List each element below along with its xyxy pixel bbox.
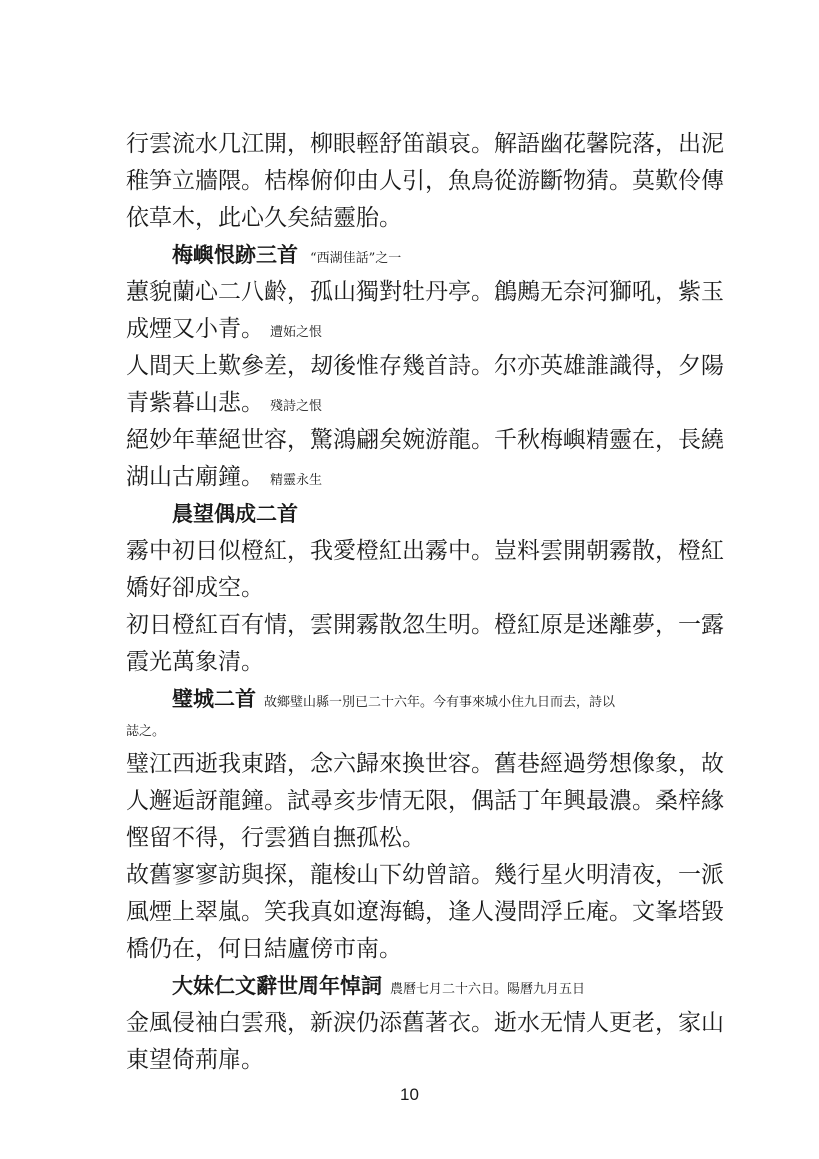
- text-line: 蕙貌蘭心二八齡，孤山獨對牡丹亭。鶬鶊无奈河獅吼，紫玉: [126, 279, 724, 305]
- verse-text: 青紫暮山悲。: [126, 390, 264, 416]
- text-line: 金風侵袖白雲飛，新淚仍添舊著衣。逝水无情人更老，家山: [126, 1010, 724, 1036]
- text-line: 東望倚荊扉。: [126, 1047, 264, 1073]
- text-line: 霧中初日似橙紅，我愛橙紅出霧中。豈料雲開朝霧散，橙紅: [126, 538, 724, 564]
- poem-subtitle: 故鄉璧山縣一別已二十六年。今有事來城小住九日而去，詩以: [264, 695, 616, 710]
- text-line: [126, 311, 726, 348]
- poem-subtitle: 農曆七月二十六日。陽曆九月五日: [390, 982, 586, 997]
- text-line: 霞光萬象清。: [126, 649, 264, 675]
- page-number: 10: [400, 1085, 419, 1104]
- text-line: [126, 459, 726, 496]
- verse-note: 遭妬之恨: [270, 325, 323, 340]
- text-line: 風煙上翠嵐。笑我真如遼海鶴，逢人漫問浮丘庵。文峯塔毀: [126, 899, 724, 925]
- text-line: 故舊寥寥訪與探，龍梭山下幼曾諳。幾行星火明清夜，一派: [126, 862, 724, 888]
- poem-heading: [126, 237, 726, 274]
- poem-subtitle: “西湖佳話”之一: [310, 251, 402, 266]
- text-line: 依草木，此心久矣結靈胎。: [126, 205, 402, 231]
- poem-title: 大妹仁文辭世周年悼詞: [172, 974, 382, 998]
- poem-heading: [126, 681, 726, 718]
- verse-note: 精靈永生: [270, 473, 323, 488]
- poem-title: 晨望偶成二首: [172, 502, 298, 526]
- text-line: [126, 385, 726, 422]
- text-line: 璧江西逝我東踏，念六歸來換世容。舊巷經過勞想像象，故: [126, 751, 724, 777]
- text-line: 嬌好卻成空。: [126, 575, 264, 601]
- poem-subtitle-continued: 誌之。: [126, 724, 166, 739]
- text-line: 行雲流水几江開，柳眼輕舒笛韻哀。解語幽花馨院落，出泥: [126, 131, 724, 157]
- text-line: 橋仍在，何日結廬傍市南。: [126, 936, 402, 962]
- verse-text: 成煙又小青。: [126, 316, 264, 342]
- poem-heading: [126, 968, 726, 1005]
- poem-title: 梅嶼恨跡三首: [172, 243, 298, 267]
- text-line: 稚笋立牆隈。桔槔俯仰由人引，魚鳥從游斷物猜。莫歎伶傳: [126, 168, 724, 194]
- text-line: 人邂逅訝龍鐘。試尋亥步情无限，偶話丁年興最濃。桑梓緣: [126, 788, 724, 814]
- text-line: 初日橙紅百有情，雲開霧散忽生明。橙紅原是迷離夢，一露: [126, 612, 724, 638]
- text-line: 人間天上歎參差，刼後惟存幾首詩。尔亦英雄誰識得，夕陽: [126, 353, 724, 379]
- text-line: 絕妙年華絕世容，驚鴻翩矣婉游龍。千秋梅嶼精靈在，長繞: [126, 427, 724, 453]
- poem-heading: [126, 496, 726, 533]
- verse-note: 殘詩之恨: [270, 399, 323, 414]
- poem-title: 璧城二首: [172, 687, 256, 711]
- page-content: [126, 126, 726, 1079]
- text-line: 慳留不得，行雲猶自撫孤松。: [126, 825, 425, 851]
- verse-text: 湖山古廟鐘。: [126, 464, 264, 490]
